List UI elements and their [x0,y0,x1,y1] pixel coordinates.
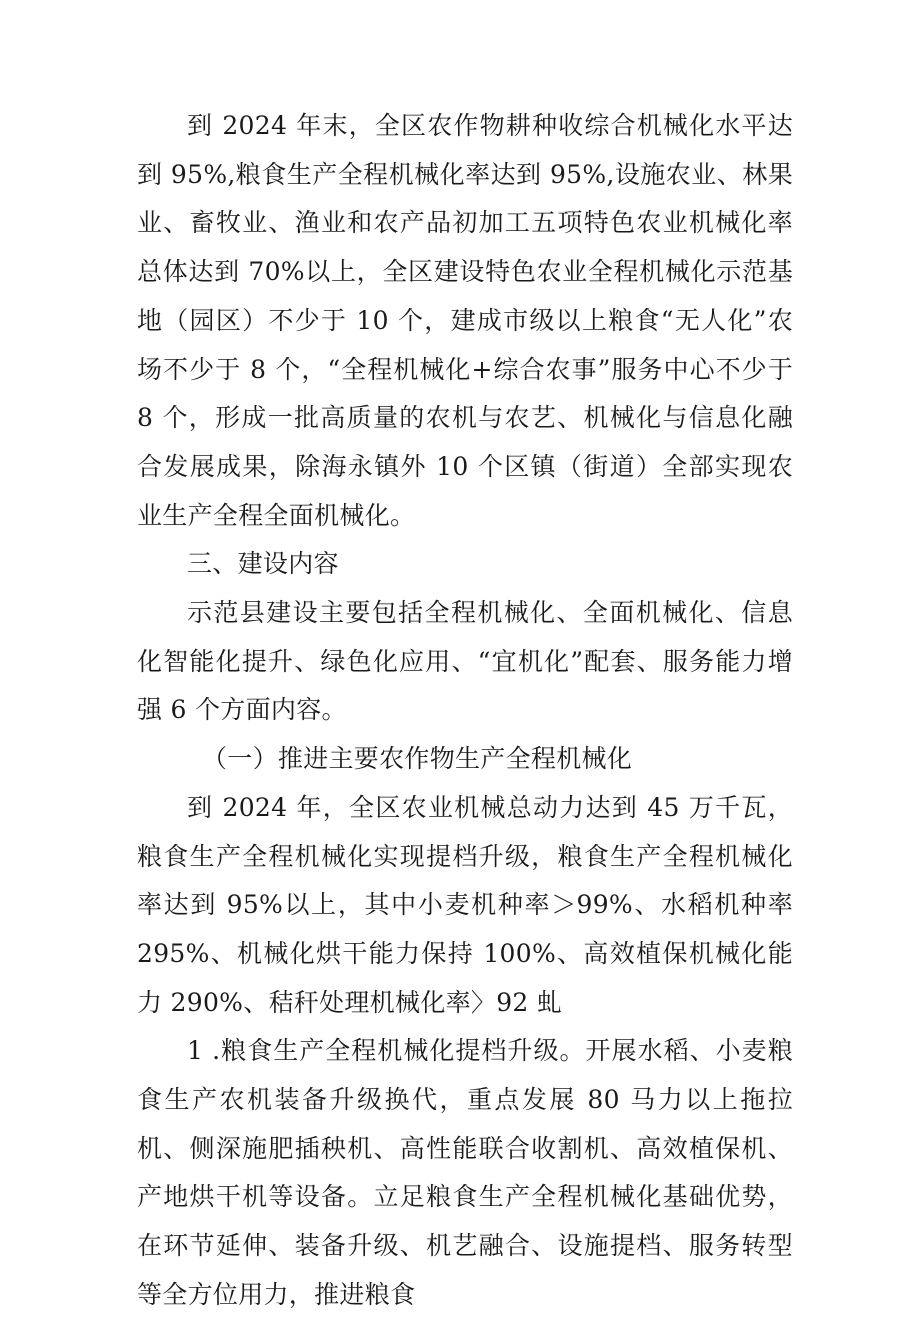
paragraph-construction-overview: 示范县建设主要包括全程机械化、全面机械化、信息化智能化提升、绿色化应用、“宜机化”配套、服务能力增强 6 个方面内容。 [137,598,793,725]
subsection-heading-full-process-mechanization: （一）推进主要农作物生产全程机械化 [202,744,633,774]
paragraph-2024-machinery-goals: 到 2024 年，全区农业机械总动力达到 45 万千瓦，粮食生产全程机械化实现提档升级，粮食生产全程机械化率达到 95%以上，其中小麦机种率＞99%、水稻机种率 295%、机械化烘干能力保持 100%、高效植保机械化能力 290%、秸秆处理机械化率〉92 虬 [137,792,793,1017]
paragraph-grain-production-upgrade: 1 .粮食生产全程机械化提档升级。开展水稻、小麦粮食生产农机装备升级换代，重点发展 80 马力以上拖拉机、侧深施肥插秧机、高性能联合收割机、高效植保机、产地烘干机等设备。立足粮食生产全程机械化基础优势，在环节延伸、装备升级、机艺融合、设施提档、服务转型等全方位用力，推进粮食 [137,1036,793,1309]
section-heading-construction-content: 三、建设内容 [187,549,339,579]
paragraph-mechanization-targets: 到 2024 年末，全区农作物耕种收综合机械化水平达到 95%,粮食生产全程机械化率达到 95%,设施农业、林果业、畜牧业、渔业和农产品初加工五项特色农业机械化率总体达到 70%以上，全区建设特色农业全程机械化示范基地（园区）不少于 10 个，建成市级以上粮食“无人化”农场不少于 8 个，“全程机械化+综合农事”服务中心不少于 8 个，形成一批高质量的农机与农艺、机械化与信息化融合发展成果，除海永镇外 10 个区镇（街道）全部实现农业生产全程全面机械化。 [137,111,793,530]
document-body [137,102,793,1320]
